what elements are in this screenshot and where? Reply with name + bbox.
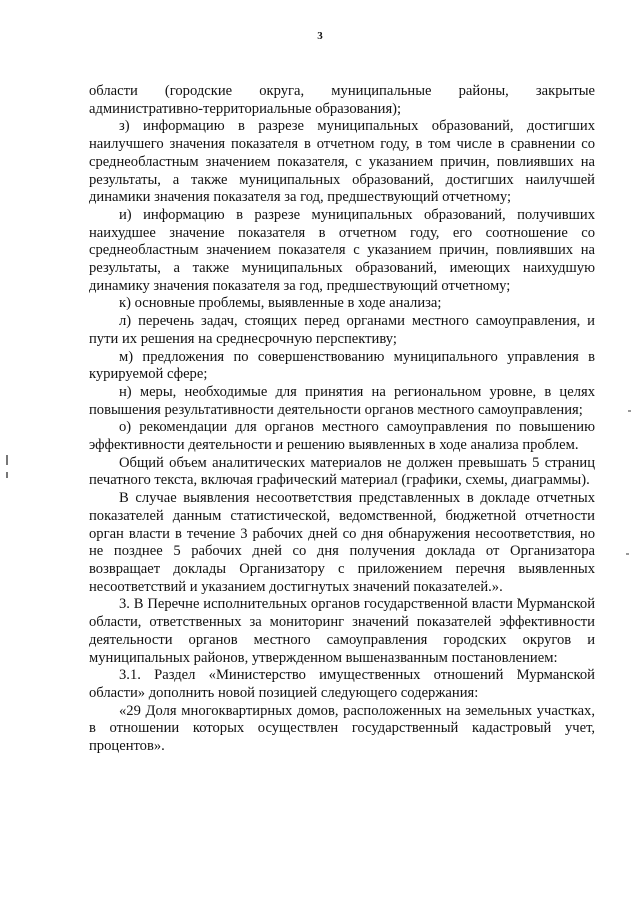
paragraph-new-position-29: «29 Доля многоквартирных домов, расположенных на земельных участках, в отношении которых осуществлен государственный кадастровый учет, процентов».: [89, 702, 595, 755]
scan-artifact-left-mark-2: [6, 472, 8, 478]
paragraph-item-k: к) основные проблемы, выявленные в ходе анализа;: [119, 295, 442, 312]
page-number: 3: [317, 30, 323, 42]
paragraph-item-l: л) перечень задач, стоящих перед органами местного самоуправления, и пути их решения на среднесрочную перспективу;: [89, 313, 595, 347]
scan-artifact-left-mark: [6, 455, 8, 465]
paragraph-mismatch-procedure: В случае выявления несоответствия представленных в докладе отчетных показателей данным статистической, ведомственной, бюджетной отчетности орган власти в течение 3 рабочих дней со дня обнаружения несоответствия, но не позднее 5 рабочих дней со дня получения доклада от Организатора возвращает доклады Организатору с приложением перечня выявленных несоответствий и указанием достигнутых значений показателей.».: [89, 490, 595, 595]
paragraph-item-m: м) предложения по совершенствованию муниципального управления в курируемой сфере;: [89, 348, 595, 383]
document-body: [89, 83, 595, 756]
scan-artifact-right-dot-2: [626, 553, 629, 555]
paragraph-section-3-1: 3.1. Раздел «Министерство имущественных отношений Мурманской области» дополнить новой позицией следующего содержания:: [89, 667, 595, 701]
paragraph-section-3: 3. В Перечне исполнительных органов государственной власти Мурманской области, ответственных за мониторинг значений показателей эффективности деятельности органов местного самоуправления городских округов и муниципальных районов, утвержденном вышеназванным постановлением:: [89, 596, 595, 666]
paragraph-volume-limit: Общий объем аналитических материалов не должен превышать 5 страниц печатного текста, включая графический материал (графики, схемы, диаграммы).: [89, 454, 595, 489]
scan-artifact-right-dot: [628, 410, 631, 412]
paragraph-item-n: н) меры, необходимые для принятия на региональном уровне, в целях повышения результативности деятельности органов местного самоуправления;: [89, 383, 595, 418]
paragraph-item-o: о) рекомендации для органов местного самоуправления по повышению эффективности деятельности и решению выявленных в ходе анализа проблем.: [89, 419, 595, 454]
paragraph-continuation: области (городские округа, муниципальные районы, закрытые административно-территориальные образования);: [89, 83, 595, 117]
paragraph-item-i: и) информацию в разрезе муниципальных образований, получивших наихудшее значение показателя в отчетном году, его соотношение со среднеобластным значением показателя с указанием причин, повлиявших на результаты, а также муниципальных образований, имеющих наихудшую динамику значения показателя за год, предшествующий отчетному;: [89, 206, 595, 294]
paragraph-item-z: з) информацию в разрезе муниципальных образований, достигших наилучшего значения показателя в отчетном году, в том числе в сравнении со среднеобластным значением показателя, с указанием причин, повлиявших на результаты, а также муниципальных образований, достигших наилучшей динамики значения показателя за год, предшествующий отчетному;: [89, 118, 595, 206]
